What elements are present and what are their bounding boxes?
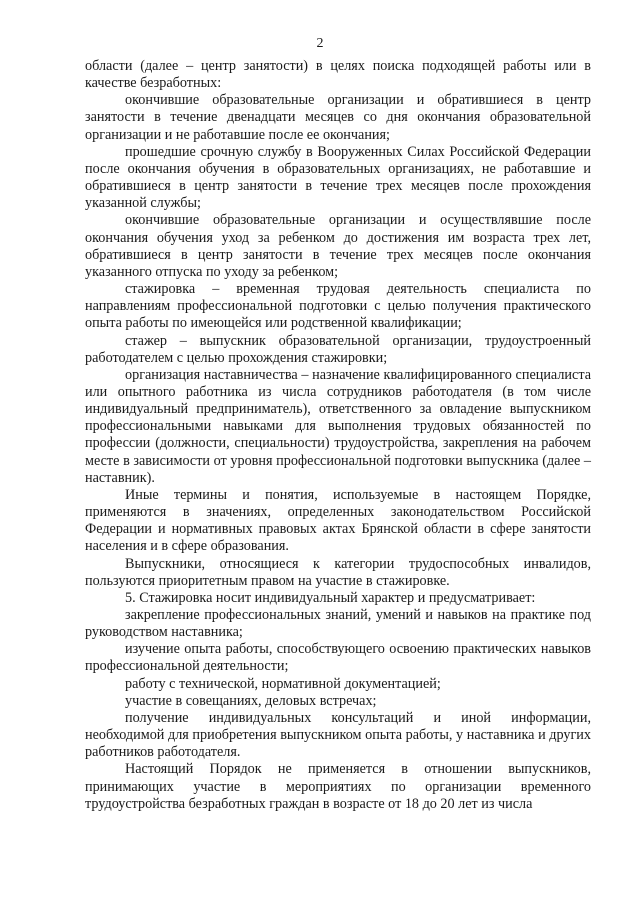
paragraph: окончившие образовательные организации и осуществлявшие после окончания обучения уход за ребенком до достижения им возраста трех лет, обратившиеся в центр занятости в течение трех месяцев после окончания указанного отпуска по уходу за ребенком; xyxy=(85,212,591,280)
paragraph: прошедшие срочную службу в Вооруженных Силах Российской Федерации после окончания обучения в образовательных организациях, не работавшие и обратившиеся в центр занятости в течение трех месяцев после прохождения указанной службы; xyxy=(85,143,591,212)
paragraph: 5. Стажировка носит индивидуальный характер и предусматривает: xyxy=(125,589,536,606)
paragraph: Настоящий Порядок не применяется в отношении выпускников, принимающих участие в мероприятиях по организации временного трудоустройства безработных граждан в возрасте от 18 до 20 лет из числа xyxy=(85,761,591,812)
paragraph: работу с технической, нормативной документацией; xyxy=(125,675,441,692)
paragraph: Выпускники, относящиеся к категории трудоспособных инвалидов, пользуются приоритетным правом на участие в стажировке. xyxy=(85,555,591,589)
paragraph: участие в совещаниях, деловых встречах; xyxy=(125,692,377,709)
page-number: 2 xyxy=(316,36,324,51)
paragraph: Иные термины и понятия, используемые в настоящем Порядке, применяются в значениях, определенных законодательством Российской Федерации и нормативных правовых актах Брянской области в сфере занятости населения и в сфере образования. xyxy=(85,486,591,555)
paragraph: области (далее – центр занятости) в целях поиска подходящей работы или в качестве безработных: xyxy=(85,58,591,92)
paragraph: организация наставничества – назначение квалифицированного специалиста или опытного работника из числа сотрудников работодателя (в том числе индивидуальный предприниматель), ответственного за овладение выпускником профессиональными навыками для выполнения трудовых обязанностей по профессии (должности, специальности) трудоустройства, закрепления на рабочем месте в зависимости от уровня профессиональной подготовки выпускника (далее – наставник). xyxy=(85,366,591,486)
paragraph: окончившие образовательные организации и обратившиеся в центр занятости в течение двенадцати месяцев со дня окончания образовательной организации и не работавшие после ее окончания; xyxy=(85,92,591,143)
paragraph: получение индивидуальных консультаций и иной информации, необходимой для приобретения выпускником опыта работы, у наставника и других работников работодателя. xyxy=(85,709,591,761)
paragraph: изучение опыта работы, способствующего освоению практических навыков профессиональной деятельности; xyxy=(85,641,591,675)
paragraph: стажировка – временная трудовая деятельность специалиста по направлениям профессиональной подготовки с целью получения практического опыта работы по имеющейся или родственной квалификации; xyxy=(85,281,591,332)
paragraph: стажер – выпускник образовательной организации, трудоустроенный работодателем с целью прохождения стажировки; xyxy=(85,332,591,366)
paragraph: закрепление профессиональных знаний, умений и навыков на практике под руководством наставника; xyxy=(85,607,591,641)
document-body xyxy=(85,58,591,813)
